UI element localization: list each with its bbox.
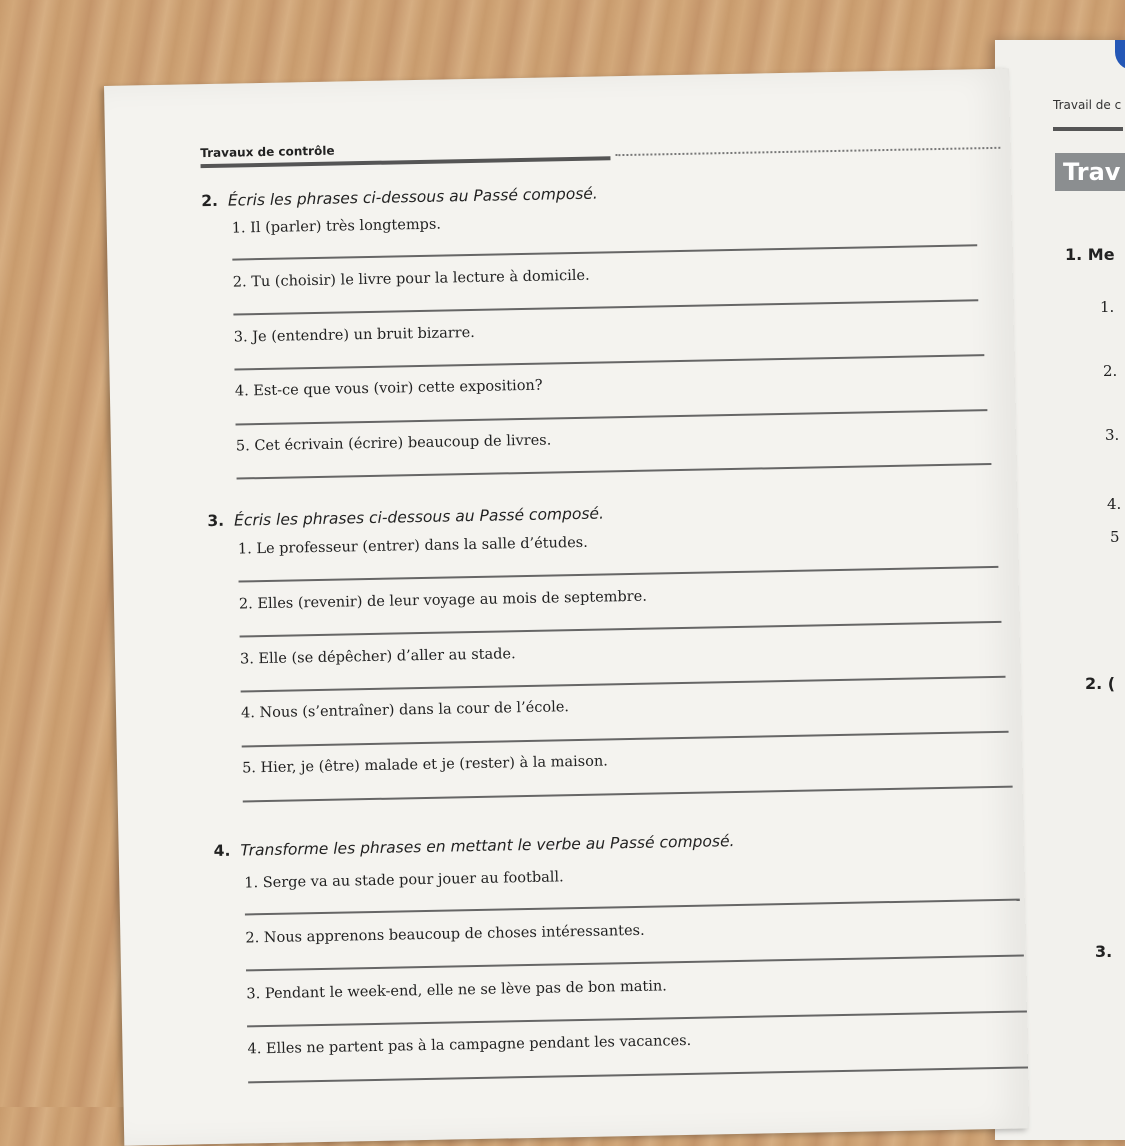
s2-item-4: 4. Est-ce que vous (voir) cette exposition? <box>234 377 543 400</box>
s3-item-2: 2. Elles (revenir) de leur voyage au mois de septembre. <box>238 588 648 613</box>
s3-item-1: 1. Le professeur (entrer) dans la salle d’études. <box>237 534 588 558</box>
s2-answer-line-4[interactable] <box>236 409 988 425</box>
s2-answer-line-5[interactable] <box>237 463 992 479</box>
right-number-1: 1. <box>1100 298 1115 316</box>
s2-item-2: 2. Tu (choisir) le livre pour la lecture à domicile. <box>232 267 590 291</box>
right-section-2: 2. ( <box>1085 674 1116 693</box>
right-header-label: Travail de c <box>1053 98 1122 112</box>
section-3-number: 3. <box>207 511 225 531</box>
s2-answer-line-3[interactable] <box>234 354 984 370</box>
s3-item-4: 4. Nous (s’entraîner) dans la cour de l’école. <box>240 699 570 722</box>
s3-answer-line-2[interactable] <box>240 621 1002 637</box>
header-dotted-line <box>615 147 1000 156</box>
section-2-title <box>201 185 598 211</box>
s2-answer-line-1[interactable] <box>232 244 977 260</box>
right-section-3: 3. <box>1095 942 1113 961</box>
section-4-number: 4. <box>213 841 231 861</box>
s3-item-5: 5. Hier, je (être) malade et je (rester) à la maison. <box>241 753 608 777</box>
s4-item-3: 3. Pendant le week-end, elle ne se lève pas de bon matin. <box>246 978 667 1003</box>
worksheet-page <box>104 69 1029 1146</box>
s2-item-5: 5. Cet écrivain (écrire) beaucoup de livres. <box>235 432 552 455</box>
section-4-title <box>214 832 735 860</box>
s3-answer-line-1[interactable] <box>239 566 999 582</box>
s3-answer-line-3[interactable] <box>241 676 1006 692</box>
s4-answer-line-2[interactable] <box>246 955 1024 971</box>
right-tab: Trav <box>1055 153 1125 191</box>
right-number-3: 3. <box>1105 426 1120 444</box>
page-header-label: Travaux de contrôle <box>200 143 335 161</box>
s4-answer-line-1[interactable] <box>245 899 1020 915</box>
right-number-4: 4. <box>1107 495 1122 513</box>
s3-answer-line-5[interactable] <box>243 786 1013 802</box>
section-4-instruction: Transforme les phrases en mettant le verbe au Passé composé. <box>240 832 735 860</box>
section-3-title <box>207 504 604 530</box>
section-2-instruction: Écris les phrases ci-dessous au Passé composé. <box>227 184 598 210</box>
s4-item-2: 2. Nous apprenons beaucoup de choses intéressantes. <box>245 922 645 947</box>
s2-item-3: 3. Je (entendre) un bruit bizarre. <box>233 324 475 346</box>
s2-item-1: 1. Il (parler) très longtemps. <box>231 216 442 237</box>
s2-answer-line-2[interactable] <box>233 299 978 315</box>
right-section-1: 1. Me <box>1065 245 1115 264</box>
blue-binder-corner <box>1115 40 1125 70</box>
right-number-2: 2. <box>1103 362 1118 380</box>
right-number-5: 5 <box>1110 528 1120 546</box>
s4-item-1: 1. Serge va au stade pour jouer au football. <box>244 869 564 892</box>
section-2-number: 2. <box>201 191 219 211</box>
right-header-bar <box>1053 127 1123 131</box>
section-3-instruction: Écris les phrases ci-dessous au Passé composé. <box>233 504 605 530</box>
s3-answer-line-4[interactable] <box>242 731 1009 747</box>
s4-answer-line-4[interactable] <box>248 1066 1028 1082</box>
s4-answer-line-3[interactable] <box>247 1010 1027 1026</box>
s4-item-4: 4. Elles ne partent pas à la campagne pendant les vacances. <box>247 1032 692 1058</box>
s3-item-3: 3. Elle (se dépêcher) d’aller au stade. <box>239 646 516 668</box>
